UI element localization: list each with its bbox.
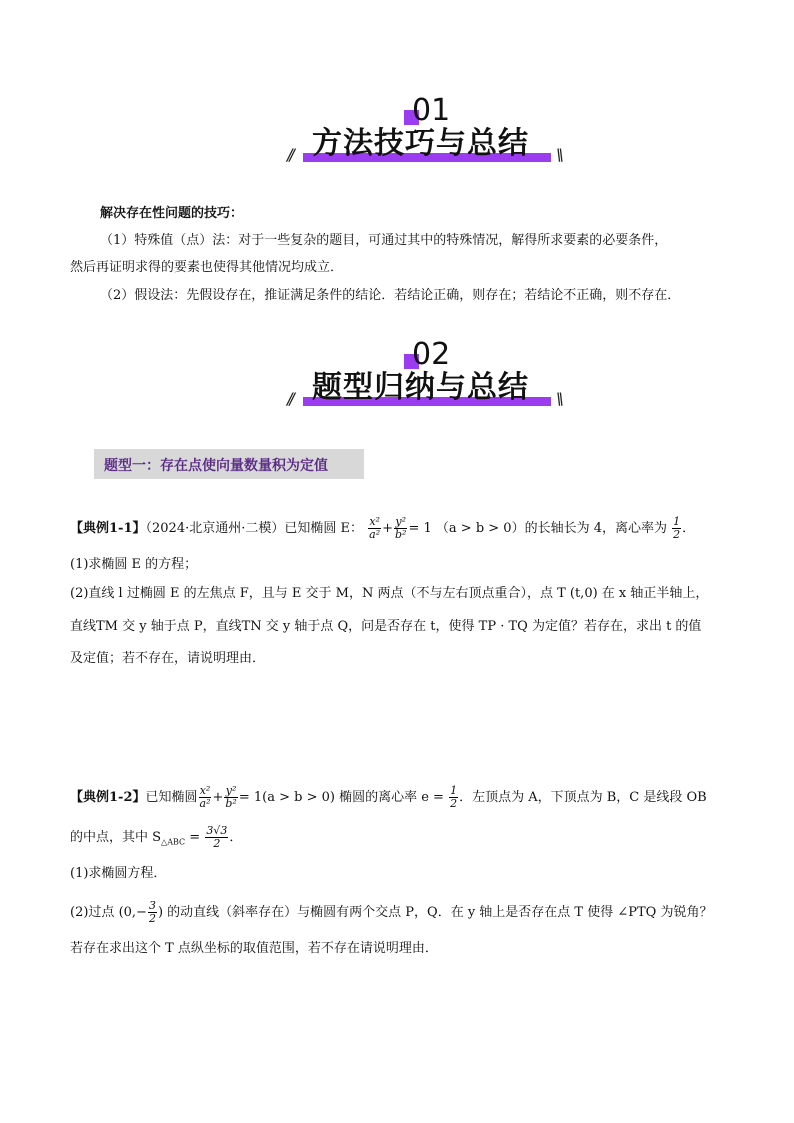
banner-label: 题型一：存在点使向量数量积为定值	[104, 458, 328, 474]
tips-paragraph-1-line-1: （1）特殊值（点）法：对于一些复杂的题目，可通过其中的特殊情况，解得所求要素的必要条件，	[100, 233, 668, 248]
example-1-2-statement: 【典例1-2】已知椭圆 $\frac{\text{x²}}{\text{a²}}$ + $\frac{\text{y²}}{\text{b²}}$ = 1(a > b > 0) 椭圆的离心率 e = $\frac{1}{2}$ ．左顶点为 A，下顶点为 B，C 是线段 OB	[70, 784, 707, 810]
example-intro: 已知椭圆	[145, 790, 198, 805]
left-slash-decoration: //	[287, 145, 292, 164]
example-1-2-question-1: (1)求椭圆方程．	[70, 866, 167, 881]
example-1-2-question-2-line-1	[70, 900, 712, 925]
example-1-1-statement: 【典例1-1】（2024·北京通州·二模）已知椭圆 E： $\frac{\text{x²}}{\text{a²}}$ + $\frac{\text{y²}}{\text{b²}}$ = 1 （a > b > 0）的长轴长为 4，离心率为 $\frac{1}{2}$ ．	[70, 515, 696, 541]
fraction-x2-a2: $\frac{\text{x²}}{\text{a²}}$	[199, 784, 211, 810]
period: ．	[229, 830, 243, 845]
section-title: 题型归纳与总结	[312, 370, 529, 405]
example-1-1-question-2-line-2: 直线TM 交 y 轴于点 P，直线TN 交 y 轴于点 Q，问是否存在 t，使得 TP · TQ 为定值？若存在，求出 t 的值	[70, 619, 702, 634]
fraction-3-root3-over-2: $\frac{3√3}{2}$	[206, 824, 228, 850]
fraction-y2-b2: $\frac{\text{y²}}{\text{b²}}$	[395, 515, 407, 541]
section-title: 方法技巧与总结	[312, 126, 529, 161]
tips-paragraph-1-line-2: 然后再证明求得的要素也使得其他情况均成立．	[70, 260, 344, 275]
example-tag: 【典例1-2】	[70, 790, 146, 805]
fraction-x2-a2: $\frac{\text{x²}}{\text{a²}}$	[369, 515, 381, 541]
example-intro: （2024·北京通州·二模）已知椭圆	[145, 521, 337, 536]
eccentricity-text: = 1(a > b > 0) 椭圆的离心率 e =	[238, 790, 444, 805]
tips-heading: 解决存在性问题的技巧：	[100, 206, 244, 221]
fraction-y2-b2: $\frac{\text{y²}}{\text{b²}}$	[225, 784, 237, 810]
vertex-text: ．左顶点为 A，下顶点为 B，C 是线段 OB	[459, 790, 707, 805]
left-slash-decoration: //	[287, 389, 292, 408]
example-condition: （a > b > 0）的长轴长为 4，离心率为	[435, 521, 667, 536]
section-number: 02	[412, 337, 451, 372]
example-1-1-question-2-line-1: (2)直线 l 过椭圆 E 的左焦点 F，且与 E 交于 M，N 两点（不与左右顶点重合），点 T (t,0) 在 x 轴正半轴上，	[70, 586, 709, 601]
question-type-banner	[94, 449, 364, 479]
tips-paragraph-2: （2）假设法：先假设存在，推证满足条件的结论．若结论正确，则存在；若结论不正确，则不存在．	[100, 288, 681, 303]
fraction-3-over-2: $\frac{3}{2}$	[148, 899, 156, 925]
right-slash-decoration: \\	[556, 145, 561, 164]
example-1-1-question-1: (1)求椭圆 E 的方程；	[70, 557, 198, 572]
question-2-prefix: (2)过点	[70, 905, 115, 920]
example-1-1-question-2-line-3: 及定值；若不存在，请说明理由．	[70, 651, 266, 666]
section-number: 01	[412, 93, 451, 128]
period: ．	[682, 521, 696, 536]
fraction-one-half: $\frac{1}{2}$	[673, 515, 681, 541]
equals-sign: =	[189, 830, 201, 845]
question-2-text: 的动直线（斜率存在）与椭圆有两个交点 P，Q．在 y 轴上是否存在点 T 使得 ∠PTQ 为锐角？	[167, 905, 713, 920]
example-1-2-question-2-line-2: 若存在求出这个 T 点纵坐标的取值范围，若不存在请说明理由．	[70, 941, 438, 956]
fraction-one-half: $\frac{1}{2}$	[450, 784, 458, 810]
example-tag: 【典例1-1】	[70, 521, 146, 536]
ellipse-name: E：	[340, 521, 363, 536]
right-slash-decoration: \\	[556, 389, 561, 408]
point-coordinates: (0,− $\frac{3}{2}$ )	[118, 899, 164, 925]
area-subscript: △ABC	[161, 837, 186, 847]
example-1-2-area-line	[70, 825, 242, 852]
area-text: 的中点，其中 S	[70, 830, 162, 845]
